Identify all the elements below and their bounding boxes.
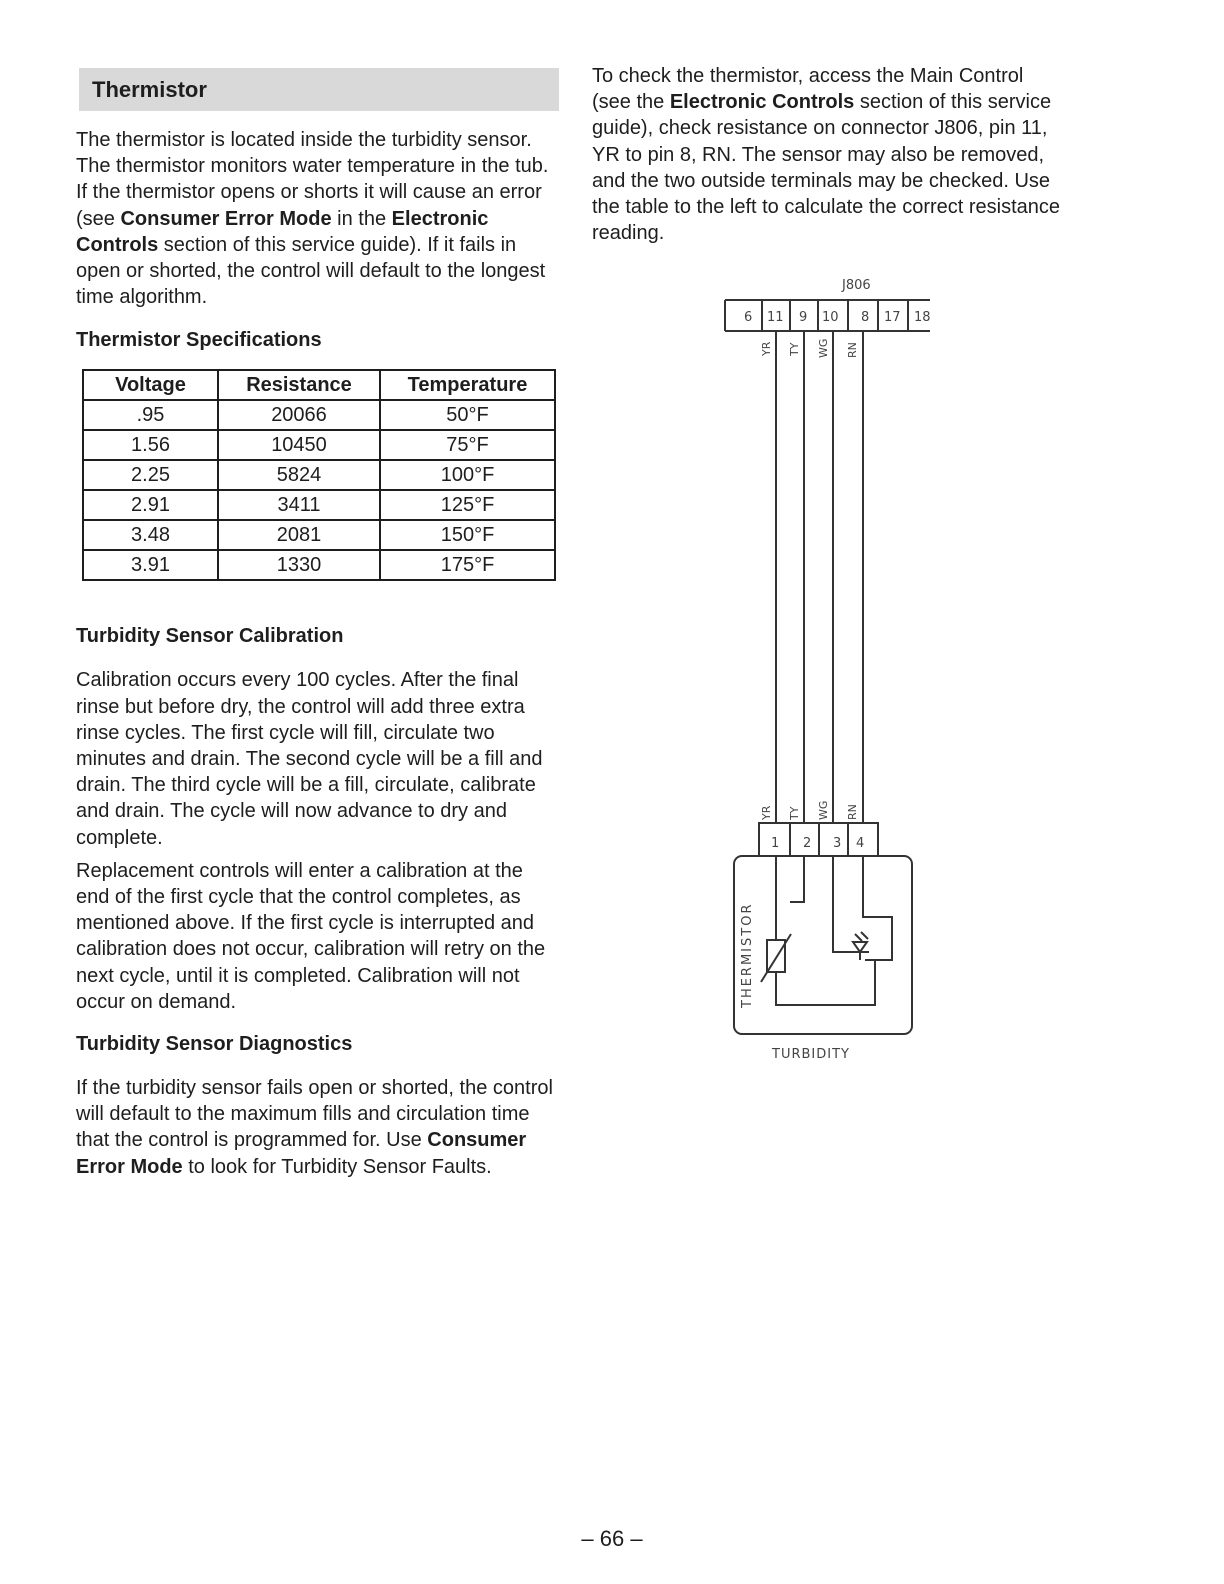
table-cell: 3.91	[83, 550, 218, 580]
connector-pin: 9	[799, 310, 808, 325]
connector-label: J806	[842, 278, 871, 293]
specs-heading: Thermistor Specifications	[76, 329, 322, 352]
table-cell: 20066	[218, 400, 380, 430]
table-header-row	[83, 370, 555, 400]
table-cell: 2.91	[83, 490, 218, 520]
table-cell: 150°F	[380, 520, 555, 550]
wire-label-bottom: WG	[817, 800, 830, 820]
table-cell: 100°F	[380, 460, 555, 490]
turbidity-circuit	[833, 856, 892, 960]
wire-label-bottom: YR	[760, 805, 773, 820]
light-arrow-icon	[855, 932, 868, 941]
table-cell: 3.48	[83, 520, 218, 550]
connector-pin: 10	[822, 310, 839, 325]
column-header: Resistance	[218, 370, 380, 400]
table-cell: 2.25	[83, 460, 218, 490]
connector-pin: 17	[884, 310, 901, 325]
connector-pin: 11	[767, 310, 784, 325]
table-row	[83, 460, 555, 490]
wire-label-bottom: RN	[846, 804, 859, 820]
wire-label-top: YR	[760, 341, 773, 356]
table-cell: 175°F	[380, 550, 555, 580]
wire-label-bottom: TY	[788, 806, 801, 820]
connector-pin: 8	[861, 310, 870, 325]
diagnostics-paragraph: If the turbidity sensor fails open or shorted, the control will default to the maximum fills and circulation time that the control is programmed for. Use Consumer Error Mode to look for Turbidity Sensor Faults.	[76, 1077, 553, 1178]
table-row	[83, 490, 555, 520]
calibration-paragraph-2: Replacement controls will enter a calibration at the end of the first cycle that the control completes, as mentioned above. If the first cycle is interrupted and calibration does not occur, calibration will retry on the next cycle, until it is completed. Calibration will not occur on demand.	[76, 859, 546, 1013]
wire-label-top: TY	[788, 342, 801, 356]
table-cell: 3411	[218, 490, 380, 520]
table-cell: .95	[83, 400, 218, 430]
wire-label-top: WG	[817, 338, 830, 358]
table-cell: 125°F	[380, 490, 555, 520]
check-thermistor-paragraph: To check the thermistor, access the Main Control (see the Electronic Controls section of this service guide), check resistance on connector J806, pin 11, YR to pin 8, RN. The sensor may also be removed, and the two outside terminals may be checked. Use the table to the left to calculate the correct resistance reading.	[592, 65, 1061, 245]
right-column	[592, 63, 1072, 246]
thermistor-paragraph: The thermistor is located inside the turbidity sensor. The thermistor monitors water temperature in the tub. If the thermistor opens or shorts it will cause an error (see Consumer Error Mode in the Electronic Controls section of this service guide). If it fails in open or shorted, the control will default to the longest time algorithm.	[76, 129, 549, 309]
sensor-pin: 2	[803, 836, 812, 851]
table-row	[83, 430, 555, 460]
table-cell: 50°F	[380, 400, 555, 430]
connector-pin: 18	[914, 310, 931, 325]
turbidity-sensor-housing	[734, 856, 912, 1034]
phototransistor-icon	[853, 942, 875, 960]
table-cell: 5824	[218, 460, 380, 490]
thermistor-circuit	[776, 856, 875, 1005]
connector-pin: 6	[744, 310, 753, 325]
thermistor-spec-table	[82, 369, 556, 581]
table-row	[83, 520, 555, 550]
table-cell: 1.56	[83, 430, 218, 460]
diagnostics-heading: Turbidity Sensor Diagnostics	[76, 1033, 353, 1056]
wire-label-top: RN	[846, 342, 859, 358]
page-number: – 66 –	[581, 1526, 643, 1551]
calibration-heading: Turbidity Sensor Calibration	[76, 625, 344, 648]
sensor-pin: 4	[856, 836, 865, 851]
turbidity-label: TURBIDITY	[772, 1047, 850, 1062]
sensor-pin: 3	[833, 836, 842, 851]
thermistor-heading: Thermistor	[79, 68, 559, 111]
table-cell: 10450	[218, 430, 380, 460]
wiring-diagram	[715, 270, 940, 1070]
left-column	[76, 68, 564, 1180]
table-row	[83, 550, 555, 580]
table-cell: 2081	[218, 520, 380, 550]
sensor-pin: 1	[771, 836, 780, 851]
thermistor-label: THERMISTOR	[740, 902, 755, 1008]
table-cell: 1330	[218, 550, 380, 580]
column-header: Voltage	[83, 370, 218, 400]
table-row	[83, 400, 555, 430]
calibration-paragraph-1: Calibration occurs every 100 cycles. After the final rinse but before dry, the control will add three extra rinse cycles. The first cycle will fill, circulate two minutes and drain. The second cycle will be a fill and drain. The third cycle will be a fill, circulate, calibrate and drain. The cycle will now advance to dry and complete.	[76, 669, 543, 849]
column-header: Temperature	[380, 370, 555, 400]
table-cell: 75°F	[380, 430, 555, 460]
